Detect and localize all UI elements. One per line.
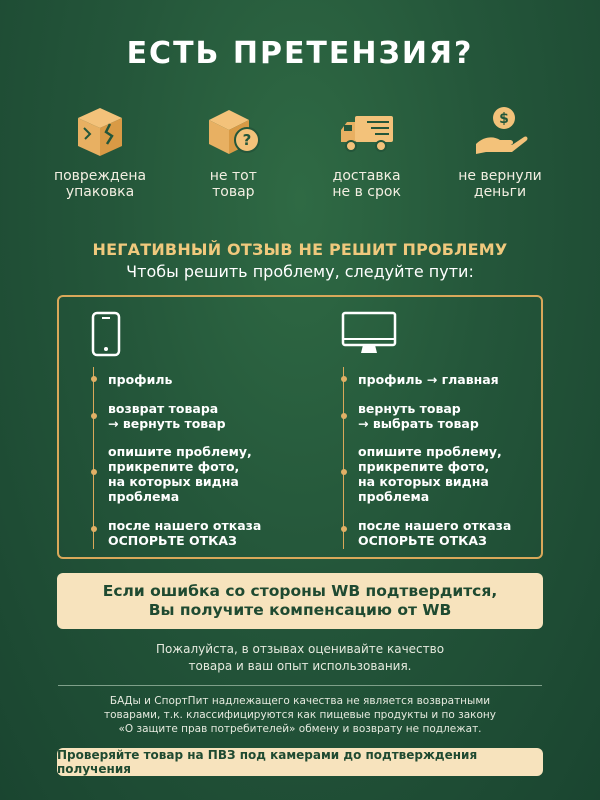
svg-text:$: $	[499, 111, 509, 127]
page-title: ЕСТЬ ПРЕТЕНЗИЯ?	[126, 36, 474, 71]
issue-label: доставка не в срок	[332, 168, 401, 200]
steps-panel	[57, 295, 543, 559]
desktop-step-4: после нашего отказа ОСПОРЬТЕ ОТКАЗ	[358, 518, 512, 548]
timeline-line	[93, 367, 94, 549]
follow-path-subtitle: Чтобы решить проблему, следуйте пути:	[126, 262, 474, 281]
mobile-step-2: возврат товара → вернуть товар	[108, 401, 226, 431]
divider	[58, 685, 542, 686]
mobile-step-4: после нашего отказа ОСПОРЬТЕ ОТКАЗ	[108, 518, 262, 548]
issues-row	[40, 104, 560, 204]
compensation-banner	[57, 573, 543, 629]
issue-label: не вернули деньги	[458, 168, 542, 200]
mobile-steps-column	[59, 297, 299, 557]
desktop-step-3: опишите проблему, прикрепите фото, на которых видна проблема	[358, 444, 502, 504]
box-question-icon	[203, 104, 263, 160]
timeline-dot	[91, 376, 97, 382]
timeline-dot	[341, 376, 347, 382]
timeline-dot	[341, 469, 347, 475]
timeline-dot	[91, 469, 97, 475]
compensation-line-1: Если ошибка со стороны WB подтвердится,	[102, 582, 498, 600]
check-notice-banner: Проверяйте товар на ПВЗ под камерами до подтверждения получения	[57, 748, 543, 776]
monitor-icon	[341, 311, 397, 357]
issue-wrong-item	[173, 104, 293, 204]
desktop-steps-column	[301, 297, 541, 557]
timeline-line	[343, 367, 344, 549]
damaged-box-icon	[70, 104, 130, 160]
timeline-dot	[341, 526, 347, 532]
issue-damaged-packaging	[40, 104, 160, 204]
issue-refund-missing	[440, 104, 560, 204]
legal-disclaimer: БАДы и СпортПит надлежащего качества не является возвратными товарами, т.к. классифицируются как пищевые продукты и по закону «О защите прав потребителей» обмену и возврату не подлежат.	[104, 695, 496, 735]
desktop-step-1: профиль → главная	[358, 372, 499, 387]
smartphone-icon	[91, 311, 121, 357]
svg-text:?: ?	[242, 131, 252, 149]
mobile-step-3: опишите проблему, прикрепите фото, на которых видна проблема	[108, 444, 252, 504]
mobile-step-1: профиль	[108, 372, 173, 387]
timeline-dot	[91, 526, 97, 532]
compensation-line-2: Вы получите компенсацию от WB	[148, 601, 452, 619]
timeline-dot	[341, 413, 347, 419]
negative-review-heading: НЕГАТИВНЫЙ ОТЗЫВ НЕ РЕШИТ ПРОБЛЕМУ	[92, 240, 508, 259]
money-hand-icon	[470, 104, 530, 160]
desktop-step-2: вернуть товар → выбрать товар	[358, 401, 479, 431]
issue-late-delivery	[307, 104, 427, 204]
delivery-truck-icon	[337, 104, 397, 160]
review-note: Пожалуйста, в отзывах оценивайте качество товара и ваш опыт использования.	[155, 642, 445, 673]
timeline-dot	[91, 413, 97, 419]
issue-label: повреждена упаковка	[53, 168, 147, 200]
issue-label: не тот товар	[209, 168, 257, 200]
